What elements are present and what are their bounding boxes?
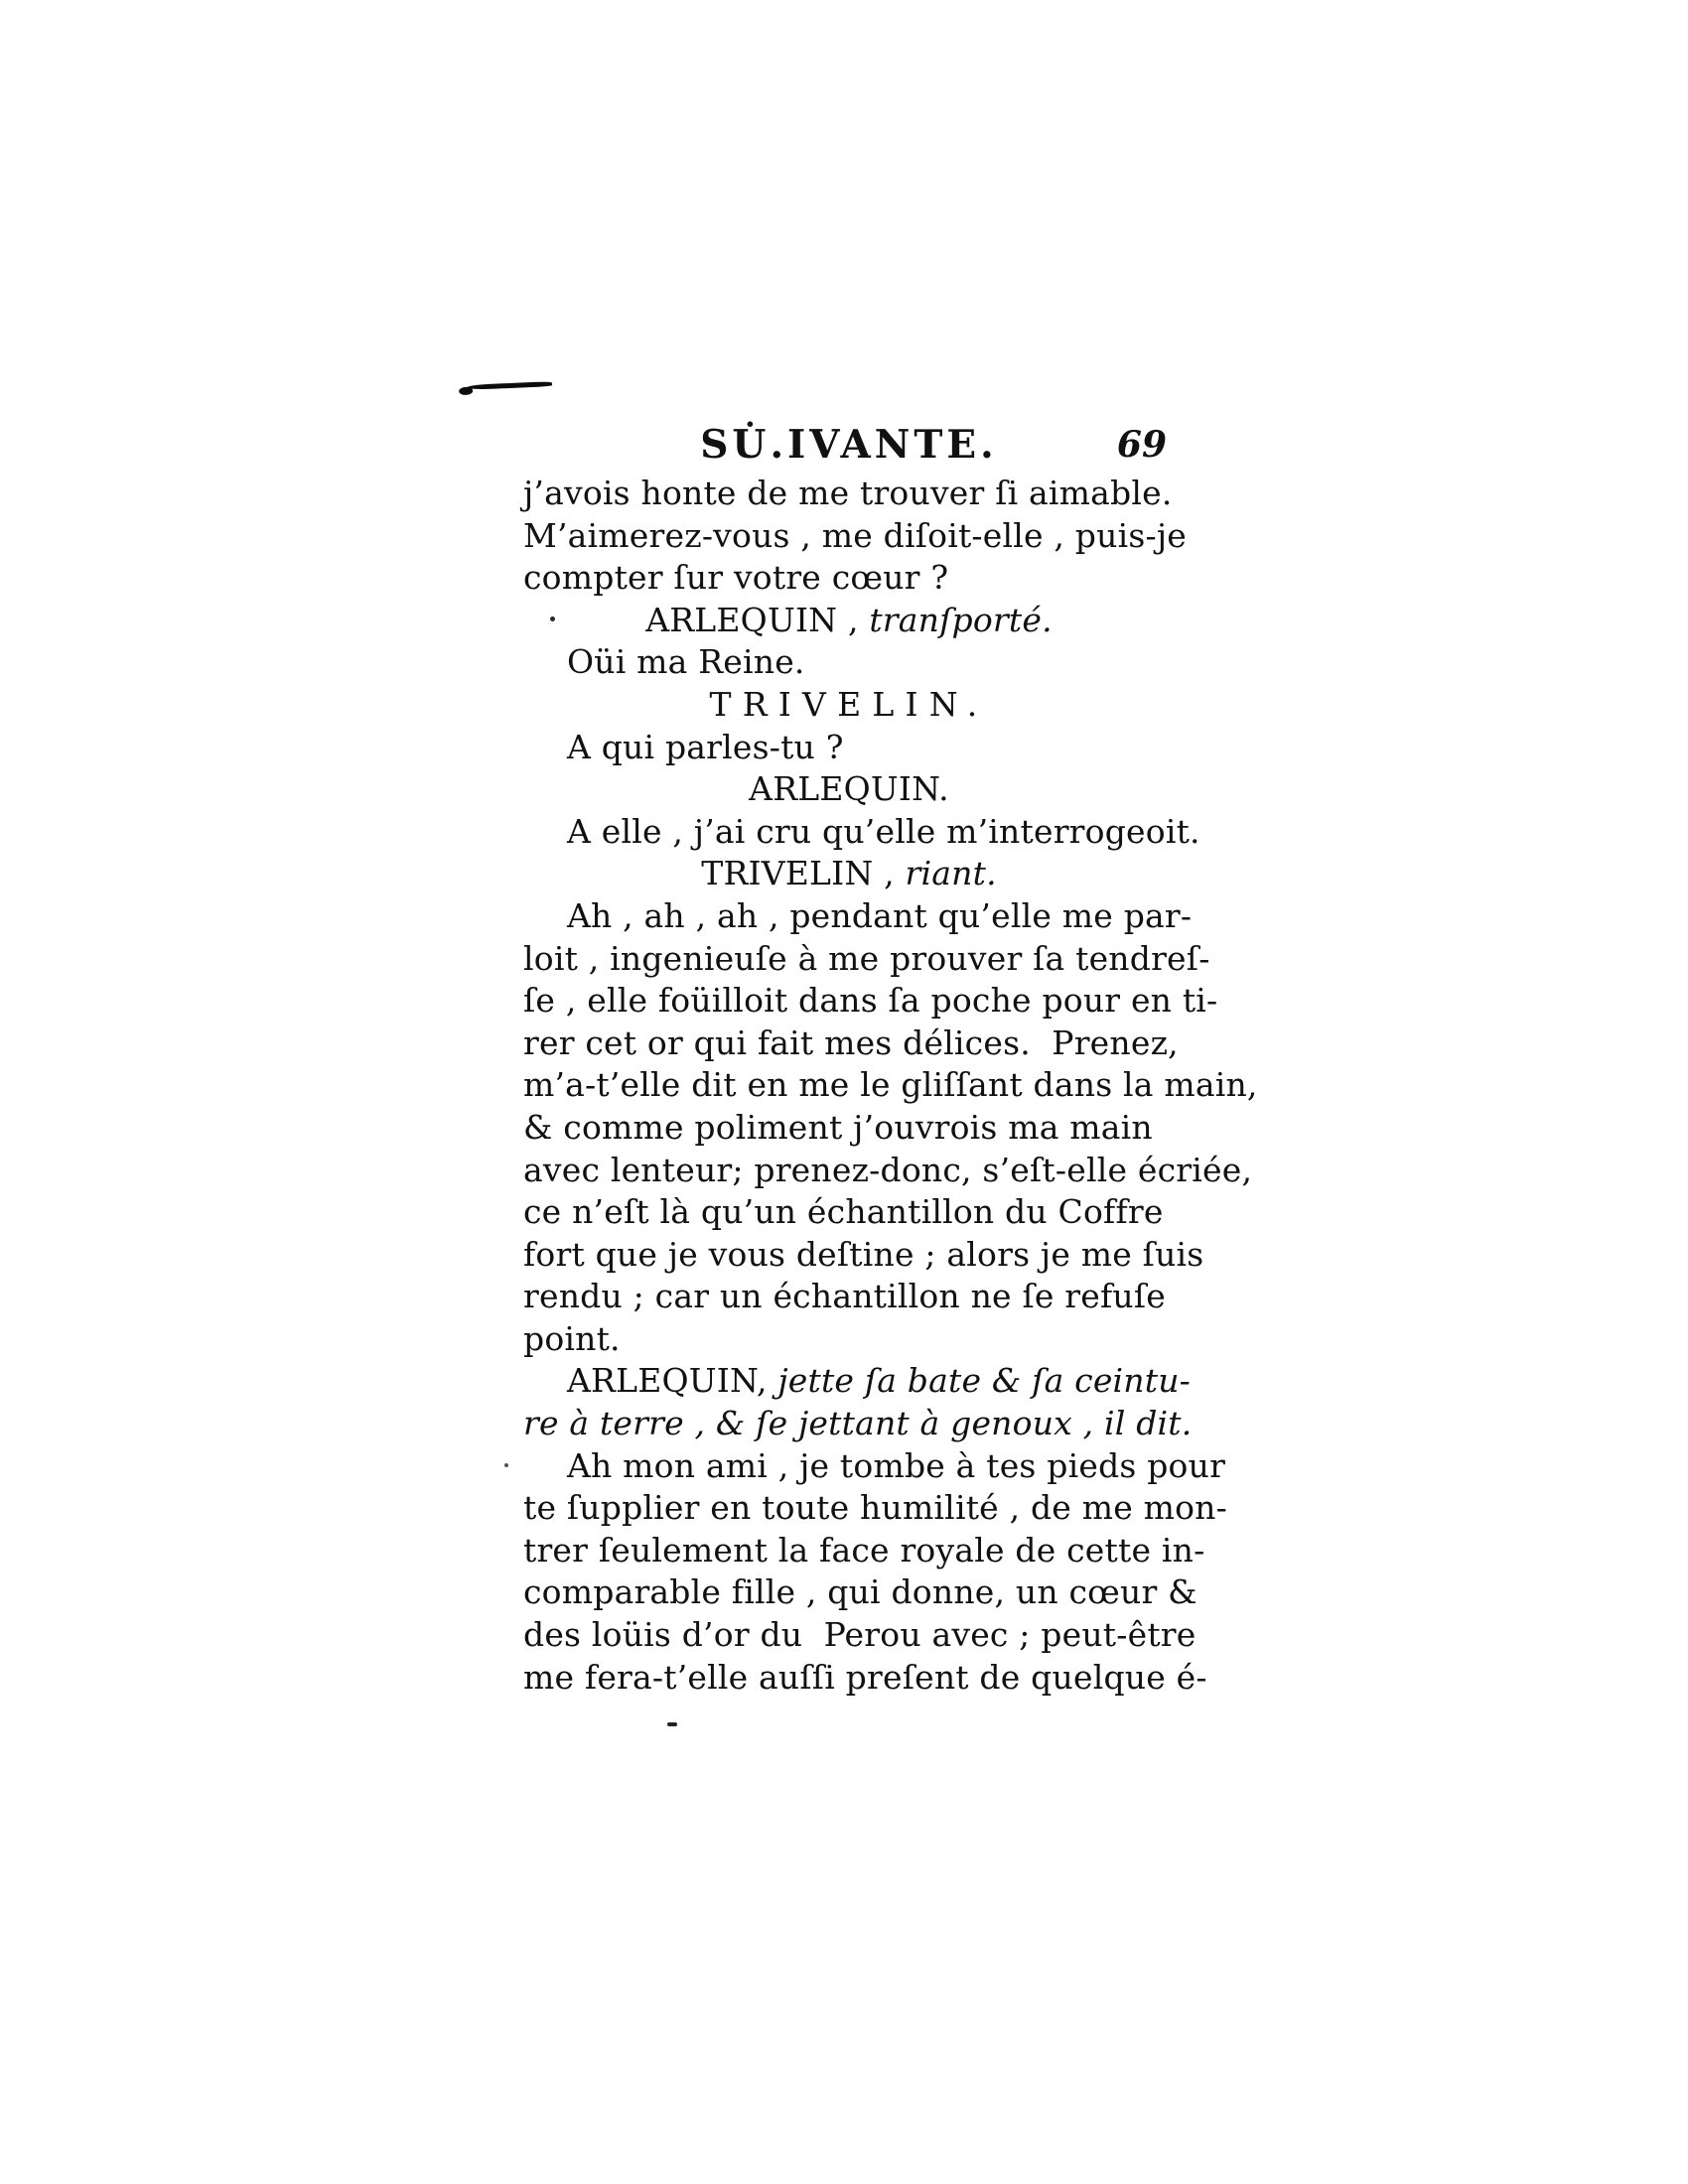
page-number: 69 <box>1116 424 1167 466</box>
text-block <box>523 422 1258 1699</box>
line-text: M’aimerez-vous , me diſoit-elle , puis-je <box>523 515 1187 555</box>
stage-direction-text: tranſporté. <box>869 600 1053 639</box>
speaker-heading-line <box>523 768 1175 811</box>
line-text: TRIVELIN. <box>709 684 989 724</box>
line-text: ſe , elle foüilloit dans ſa poche pour en ti- <box>523 981 1218 1021</box>
running-header <box>523 423 1175 471</box>
text-line <box>523 557 1175 600</box>
ink-speck <box>504 1463 508 1467</box>
text-line <box>523 1360 1192 1403</box>
line-text: A elle , j’ai cru qu’elle m’interrogeoit. <box>567 811 1200 851</box>
text-line <box>523 641 1175 684</box>
line-text: Oüi ma Reine. <box>567 642 805 682</box>
text-line <box>523 1487 1227 1530</box>
text-line <box>523 938 1210 981</box>
text-line <box>523 1571 1197 1614</box>
text-line <box>523 473 1175 515</box>
speaker-heading-line <box>523 684 1175 727</box>
speaker-heading-line <box>523 600 1175 642</box>
line-text: ARLEQUIN. <box>749 769 949 809</box>
text-line <box>523 1191 1175 1234</box>
text-line <box>523 1150 1253 1192</box>
line-text: loit , ingenieuſe à me prouver ſa tendreſ- <box>523 938 1210 978</box>
running-header-title: SU̇.IVANTE. <box>700 422 998 468</box>
ink-speck <box>667 1722 677 1726</box>
line-text: me fera-t’elle auſſi preſent de quelque é- <box>523 1657 1207 1697</box>
line-text: ARLEQUIN , <box>645 600 870 639</box>
text-line <box>523 1023 1179 1065</box>
text-line <box>523 1530 1205 1572</box>
text-line <box>523 727 1175 769</box>
line-text: Ah mon ami , je tombe à tes pieds pour <box>567 1445 1226 1485</box>
text-line <box>523 1107 1175 1150</box>
line-text: A qui parles-tu ? <box>567 727 844 766</box>
line-text: rer cet or qui fait mes délices. Prenez, <box>523 1023 1179 1062</box>
text-line <box>523 1064 1258 1107</box>
ink-smudge-dash <box>467 381 552 390</box>
stage-direction-text: riant. <box>905 854 997 893</box>
text-lines <box>523 473 1258 1699</box>
line-text: comparable fille , qui donne, un cœur & <box>523 1572 1197 1612</box>
stage-direction-text: jette ſa bate & ſa ceintu- <box>767 1361 1192 1401</box>
line-text: j’avois honte de me trouver ſi aimable. <box>523 474 1173 512</box>
line-text: des loüis d’or du Perou avec ; peut-être <box>523 1615 1196 1655</box>
line-text: trer ſeulement la face royale de cette in- <box>523 1530 1205 1570</box>
stage-direction-text: re à terre , & ſe jettant à genoux , il dit. <box>523 1404 1193 1443</box>
text-line <box>523 1318 1175 1361</box>
line-text: ARLEQUIN, <box>567 1361 768 1401</box>
text-line <box>523 895 1193 938</box>
line-text: avec lenteur; prenez-donc, s’eſt-elle écriée, <box>523 1150 1253 1189</box>
line-text: TRIVELIN , <box>701 854 906 893</box>
line-text: rendu ; car un échantillon ne ſe refuſe <box>523 1277 1166 1316</box>
line-text: fort que je vous deſtine ; alors je me ſuis <box>523 1234 1204 1274</box>
text-line <box>523 980 1218 1023</box>
text-line <box>523 811 1200 854</box>
text-line <box>523 1234 1204 1277</box>
text-line <box>523 1657 1207 1700</box>
text-line <box>523 515 1187 558</box>
text-line <box>523 1276 1175 1318</box>
line-text: point. <box>523 1318 621 1358</box>
text-line <box>523 1403 1193 1445</box>
speaker-heading-line <box>523 853 1175 895</box>
text-line <box>523 1445 1226 1488</box>
line-text: compter ſur votre cœur ? <box>523 558 949 598</box>
line-text: ce n’eſt là qu’un échantillon du Coffre <box>523 1192 1164 1232</box>
line-text: & comme poliment j’ouvrois ma main <box>523 1107 1153 1147</box>
text-line <box>523 1614 1196 1657</box>
line-text: te ſupplier en toute humilité , de me mon- <box>523 1488 1227 1528</box>
line-text: m’a-t’elle dit en me le gliſſant dans la main, <box>523 1065 1258 1105</box>
line-text: Ah , ah , ah , pendant qu’elle me par- <box>567 895 1193 935</box>
